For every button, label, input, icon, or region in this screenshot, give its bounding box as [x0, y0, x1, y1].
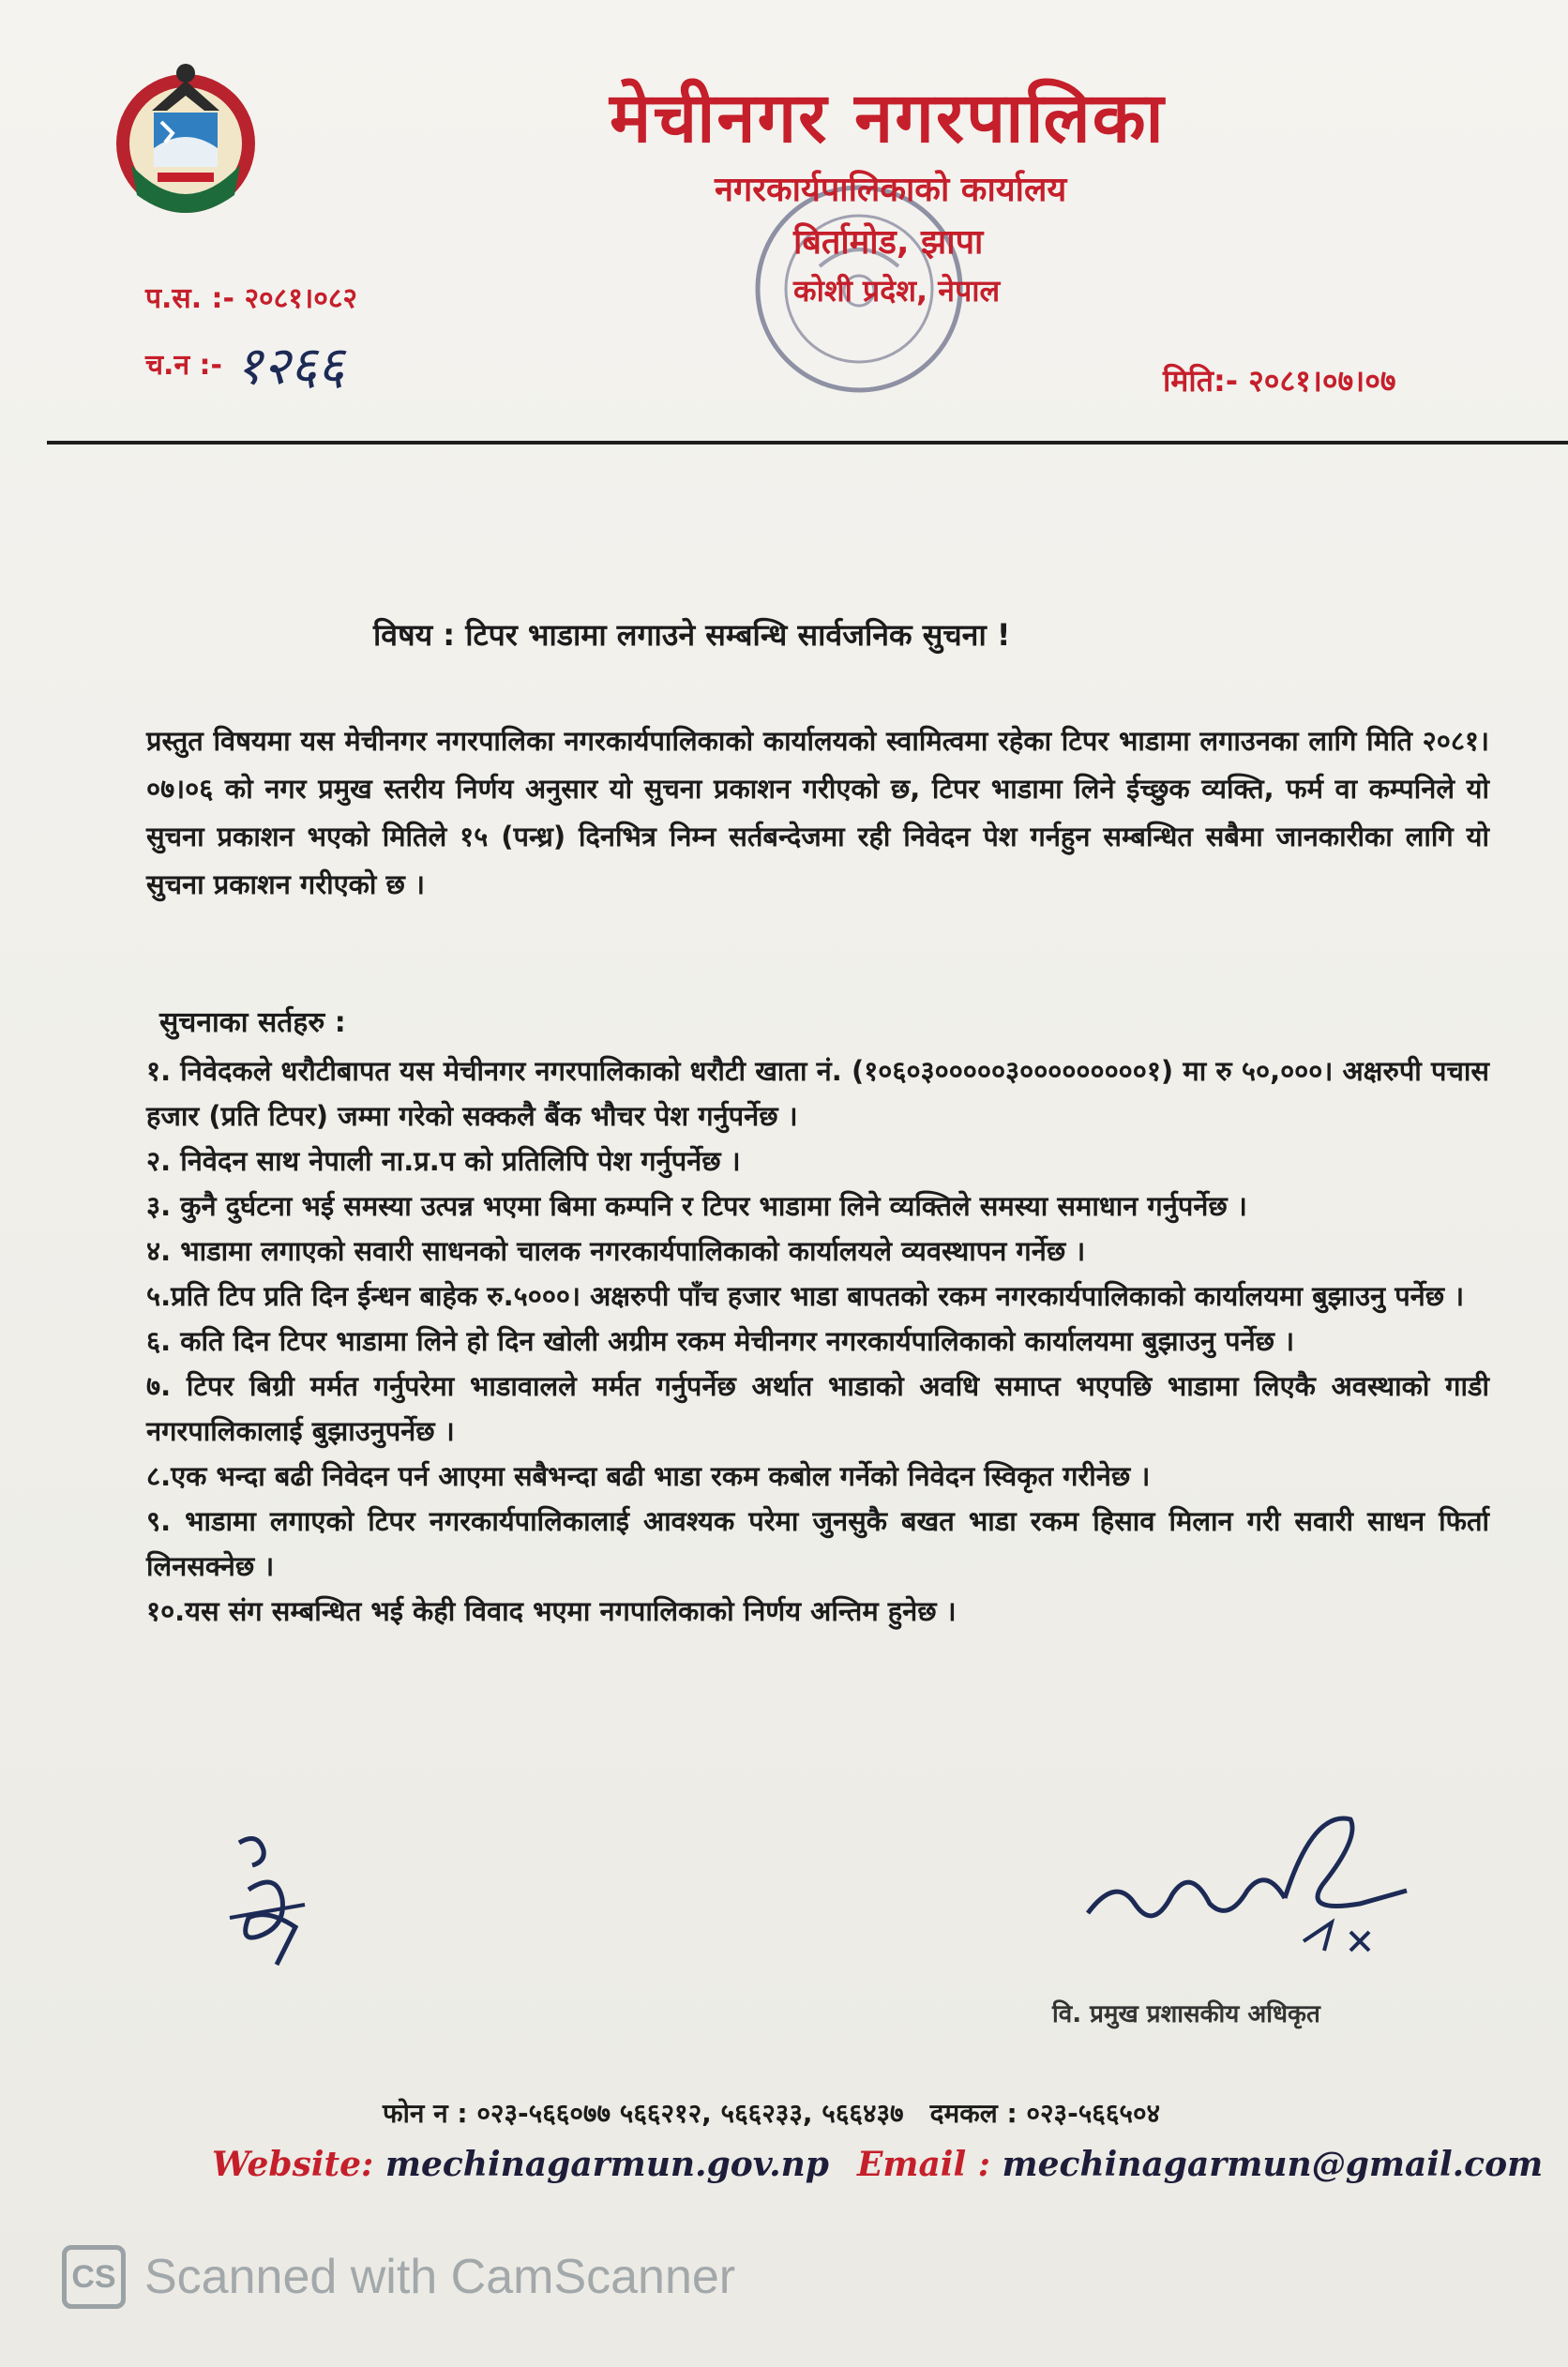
initial-signature-icon [211, 1824, 324, 1974]
camscanner-watermark [62, 2245, 735, 2309]
letter-subject: विषय : टिपर भाडामा लगाउने सम्बन्धि सार्वजनिक सुचना ! [373, 617, 1011, 653]
email-label: Email : [856, 2145, 990, 2184]
nepal-emblem-icon [111, 54, 261, 233]
term-item: २. निवेदन साथ नेपाली ना.प्र.प को प्रतिलिपि पेश गर्नुपर्नेछ । [146, 1145, 741, 1177]
header-divider [47, 441, 1568, 445]
officer-signature-icon [1078, 1801, 1416, 1969]
term-item: १. निवेदकले धरौटीबापत यस मेचीनगर नगरपालिकाको धरौटी खाता नं. (१०६०३०००००३०००००००००१) मा रु ५०,०००। अक्षरुपी पचास हजार (प्रति टिपर) जम्मा गरेको सक्कलै बैंक भौचर पेश गर्नुपर्नेछ । [146, 1055, 1489, 1132]
term-item: ६. कति दिन टिपर भाडामा लिने हो दिन खोली अग्रीम रकम मेचीनगर नगरकार्यपालिकाको कार्यालयमा बुझाउनु पर्नेछ । [146, 1325, 1295, 1357]
contact-line [383, 2095, 1160, 2131]
website-label: Website: [212, 2145, 374, 2184]
patra-sankhya: प.स. :- २०८१।०८२ [145, 282, 358, 315]
letter-date: मिति:- २०८१।०७।०७ [1163, 363, 1396, 399]
term-item: ८.एक भन्दा बढी निवेदन पर्न आएमा सबैभन्दा बढी भाडा रकम कबोल गर्नेको निवेदन स्विकृत गरीनेछ । [146, 1460, 1151, 1492]
letter-body: प्रस्तुत विषयमा यस मेचीनगर नगरपालिका नगरकार्यपालिकाको कार्यालयको स्वामित्वमा रहेका टिपर भाडामा लगाउनका लागि मिति २०८१।०७।०६ को नगर प्रमुख स्तरीय निर्णय अनुसार यो सुचना प्रकाशन गरीएको छ, टिपर भाडामा लिने ईच्छुक व्यक्ति, फर्म वा कम्पनिले यो सुचना प्रकाशन भएको मितिले १५ (पन्ध्र) दिनभित्र निम्न सर्तबन्देजमा रही निवेदन पेश गर्नहुन सम्बन्धित सबैमा जानकारीका लागि यो सुचना प्रकाशन गरीएको छ । [146, 725, 1489, 900]
phone-numbers: फोन न : ०२३-५६६०७७ ५६६२१२, ५६६२३३, ५६६४३७ [383, 2098, 904, 2129]
chalani-number-row [145, 328, 344, 400]
terms-heading: सुचनाका सर्तहरु : [159, 1006, 346, 1039]
term-item: ४. भाडामा लगाएको सवारी साधनको चालक नगरकार्यपालिकाको कार्यालयले व्यवस्थापन गर्नेछ । [146, 1235, 1086, 1267]
signatory-title: वि. प्रमुख प्रशासकीय अधिकृत [1052, 2000, 1320, 2028]
office-address-line2: कोशी प्रदेश, नेपाल [793, 273, 1001, 309]
office-name: नगरकार्यपालिकाको कार्यालय [715, 171, 1067, 209]
terms-list [146, 1048, 1489, 1634]
camscanner-text: Scanned with CamScanner [144, 2250, 736, 2304]
term-item: १०.यस संग सम्बन्धित भई केही विवाद भएमा नगपालिकाको निर्णय अन्तिम हुनेछ । [146, 1595, 957, 1627]
office-address-line1: बिर्तामोड, झापा [793, 223, 984, 262]
chalani-number: १२६६ [235, 336, 345, 397]
term-item: ९. भाडामा लगाएको टिपर नगरकार्यपालिकालाई आवश्यक परेमा जुनसुकै बखत भाडा रकम हिसाव मिलान गरी सवारी साधन फिर्ता लिनसक्नेछ । [146, 1505, 1489, 1582]
term-item: ७. टिपर बिग्री मर्मत गर्नुपरेमा भाडावालले मर्मत गर्नुपर्नेछ अर्थात भाडाको अवधि समाप्त भएपछि भाडामा लिएकै अवस्थाको गाडी नगरपालिकालाई बुझाउनुपर्नेछ । [146, 1370, 1489, 1447]
camscanner-logo-icon: CS [62, 2245, 126, 2309]
term-item: ५.प्रति टिप प्रति दिन ईन्धन बाहेक रु.५०००। अक्षरुपी पाँच हजार भाडा बापतको रकम नगरकार्यपालिकाको कार्यालयमा बुझाउनु पर्नेछ । [146, 1280, 1465, 1312]
municipality-name: मेचीनगर नगरपालिका [610, 78, 1166, 158]
term-item: ३. कुनै दुर्घटना भई समस्या उत्पन्न भएमा बिमा कम्पनि र टिपर भाडामा लिने व्यक्तिले समस्या समाधान गर्नुपर्नेछ । [146, 1190, 1247, 1222]
email-link[interactable]: mechinagarmun@gmail.com [1002, 2145, 1544, 2184]
website-link[interactable]: mechinagarmun.gov.np [384, 2145, 829, 2184]
web-line [212, 2145, 1543, 2184]
chalani-label: च.न :- [145, 349, 222, 382]
fire-number: दमकल : ०२३-५६६५०४ [929, 2098, 1161, 2129]
